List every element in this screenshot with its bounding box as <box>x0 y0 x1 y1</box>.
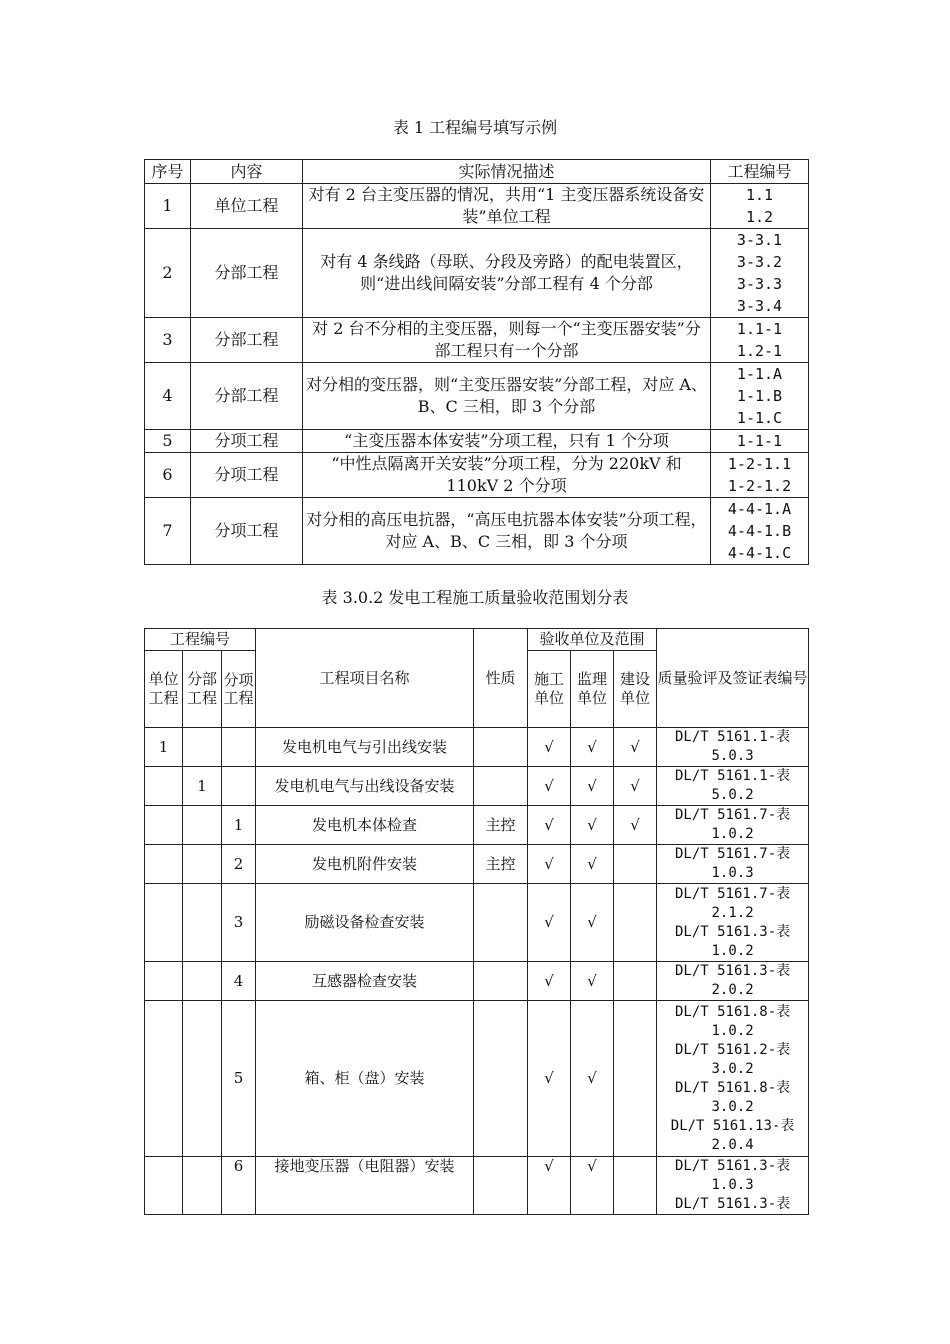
description-cell: “主变压器本体安装”分项工程，只有 1 个分项 <box>303 430 711 453</box>
project-name-cell: 发电机本体检查 <box>256 806 474 845</box>
form-line: DL/T 5161.7-表 <box>674 846 791 862</box>
owner-check-cell: √ <box>614 767 657 806</box>
supervision-check-cell: √ <box>571 962 614 1001</box>
form-number-cell <box>657 806 809 845</box>
code-line: 1-1.C <box>736 409 783 427</box>
serial-cell: 7 <box>145 498 191 565</box>
header-part: 分部工程 <box>183 651 222 728</box>
header-construction: 施工单位 <box>528 651 571 728</box>
header-code: 工程编号 <box>711 160 809 184</box>
supervision-check-cell: √ <box>571 1157 614 1215</box>
table1-row <box>145 430 809 453</box>
content-cell: 分部工程 <box>191 229 303 318</box>
form-line: 2.1.2 <box>711 904 754 921</box>
item-number-cell: 1 <box>222 806 256 845</box>
content-cell: 分部工程 <box>191 363 303 430</box>
part-number-cell <box>183 1001 222 1157</box>
part-number-cell <box>183 728 222 767</box>
part-number-cell <box>183 884 222 962</box>
header-serial: 序号 <box>145 160 191 184</box>
code-line: 1.2-1 <box>736 342 783 360</box>
code-line: 3-3.2 <box>736 253 783 271</box>
construction-check-cell: √ <box>528 1001 571 1157</box>
project-name-cell: 接地变压器（电阻器）安装 <box>256 1157 474 1215</box>
content-cell: 分项工程 <box>191 430 303 453</box>
table2-row <box>145 806 809 845</box>
code-line: 1-1.B <box>736 387 783 405</box>
description-cell: 对有 4 条线路（母联、分段及旁路）的配电装置区，则“进出线间隔安装”分部工程有 4 个分部 <box>303 229 711 318</box>
form-line: DL/T 5161.1-表 <box>674 768 791 784</box>
serial-cell: 1 <box>145 184 191 229</box>
owner-check-cell: √ <box>614 806 657 845</box>
code-line: 3-3.1 <box>736 231 783 249</box>
code-line: 4-4-1.A <box>727 500 792 518</box>
table2-row <box>145 884 809 962</box>
code-line: 1.1-1 <box>736 320 783 338</box>
header-code-group: 工程编号 <box>145 629 256 651</box>
code-line: 1.1 <box>745 186 774 204</box>
project-name-cell: 发电机电气与引出线安装 <box>256 728 474 767</box>
project-name-cell: 互感器检查安装 <box>256 962 474 1001</box>
table1-row <box>145 184 809 229</box>
item-number-cell: 3 <box>222 884 256 962</box>
form-number-cell <box>657 1157 809 1215</box>
form-line: 5.0.2 <box>711 787 754 803</box>
unit-number-cell <box>145 1157 183 1215</box>
unit-number-cell <box>145 884 183 962</box>
content-cell: 分部工程 <box>191 318 303 363</box>
part-number-cell: 1 <box>183 767 222 806</box>
table1-row <box>145 318 809 363</box>
construction-check-cell: √ <box>528 962 571 1001</box>
nature-cell: 主控 <box>474 806 528 845</box>
nature-cell <box>474 884 528 962</box>
table2-row <box>145 728 809 767</box>
example-numbering-table <box>144 159 809 565</box>
header-item: 分项工程 <box>222 651 256 728</box>
header-unit: 单位工程 <box>145 651 183 728</box>
table1-row <box>145 229 809 318</box>
construction-check-cell: √ <box>528 806 571 845</box>
item-number-cell <box>222 767 256 806</box>
nature-cell <box>474 962 528 1001</box>
content-cell: 单位工程 <box>191 184 303 229</box>
header-project-name: 工程项目名称 <box>256 629 474 728</box>
table1-row <box>145 498 809 565</box>
unit-number-cell <box>145 845 183 884</box>
table2-row <box>145 767 809 806</box>
construction-check-cell: √ <box>528 728 571 767</box>
form-line: DL/T 5161.2-表 <box>674 1041 791 1058</box>
form-number-cell <box>657 1001 809 1157</box>
unit-number-cell <box>145 1001 183 1157</box>
header-content: 内容 <box>191 160 303 184</box>
construction-check-cell: √ <box>528 767 571 806</box>
owner-check-cell <box>614 845 657 884</box>
code-line: 4-4-1.C <box>727 544 792 562</box>
content-cell: 分项工程 <box>191 453 303 498</box>
form-line: DL/T 5161.8-表 <box>674 1079 791 1096</box>
project-name-cell: 箱、柜（盘）安装 <box>256 1001 474 1157</box>
code-cell <box>711 318 809 363</box>
code-cell <box>711 229 809 318</box>
owner-check-cell: √ <box>614 728 657 767</box>
form-line: 1.0.3 <box>711 1177 754 1193</box>
form-line: 3.0.2 <box>711 1098 754 1115</box>
construction-check-cell: √ <box>528 1157 571 1215</box>
acceptance-scope-table <box>144 628 809 1215</box>
serial-cell: 2 <box>145 229 191 318</box>
project-name-cell: 励磁设备检查安装 <box>256 884 474 962</box>
serial-cell: 6 <box>145 453 191 498</box>
unit-number-cell <box>145 806 183 845</box>
table1-caption: 表 1 工程编号填写示例 <box>392 118 558 137</box>
item-number-cell <box>222 728 256 767</box>
header-owner: 建设单位 <box>614 651 657 728</box>
description-cell: 对分相的变压器，则“主变压器安装”分部工程，对应 A、B、C 三相，即 3 个分部 <box>303 363 711 430</box>
table2-row <box>145 1001 809 1157</box>
supervision-check-cell: √ <box>571 806 614 845</box>
form-line: DL/T 5161.3-表 <box>674 1196 791 1212</box>
unit-number-cell: 1 <box>145 728 183 767</box>
part-number-cell <box>183 845 222 884</box>
construction-check-cell: √ <box>528 845 571 884</box>
form-line: 1.0.3 <box>711 865 754 881</box>
form-line: DL/T 5161.13-表 <box>670 1117 795 1134</box>
nature-cell <box>474 1157 528 1215</box>
description-cell: 对 2 台不分相的主变压器，则每一个“主变压器安装”分部工程只有一个分部 <box>303 318 711 363</box>
construction-check-cell: √ <box>528 884 571 962</box>
table1-row <box>145 363 809 430</box>
item-number-cell: 4 <box>222 962 256 1001</box>
form-line: DL/T 5161.7-表 <box>674 885 791 902</box>
form-line: DL/T 5161.3-表 <box>674 923 791 940</box>
item-number-cell: 2 <box>222 845 256 884</box>
content-cell: 分项工程 <box>191 498 303 565</box>
code-cell <box>711 453 809 498</box>
part-number-cell <box>183 1157 222 1215</box>
unit-number-cell <box>145 962 183 1001</box>
project-name-cell: 发电机电气与出线设备安装 <box>256 767 474 806</box>
code-line: 1-1.A <box>736 365 783 383</box>
form-number-cell <box>657 728 809 767</box>
serial-cell: 5 <box>145 430 191 453</box>
form-line: 2.0.2 <box>711 982 754 998</box>
form-number-cell <box>657 884 809 962</box>
code-cell <box>711 498 809 565</box>
header-description: 实际情况描述 <box>303 160 711 184</box>
table2-row <box>145 1157 809 1215</box>
code-cell <box>711 430 809 453</box>
item-number-cell: 5 <box>222 1001 256 1157</box>
code-line: 1-2-1.2 <box>727 477 792 495</box>
header-form-number: 质量验评及签证表编号 <box>657 629 809 728</box>
supervision-check-cell: √ <box>571 728 614 767</box>
form-line: 1.0.2 <box>711 1022 754 1039</box>
form-line: 1.0.2 <box>711 942 754 959</box>
owner-check-cell <box>614 962 657 1001</box>
code-line: 1.2 <box>745 208 774 226</box>
supervision-check-cell: √ <box>571 1001 614 1157</box>
form-number-cell <box>657 845 809 884</box>
code-line: 3-3.4 <box>736 297 783 315</box>
table2-row <box>145 962 809 1001</box>
owner-check-cell <box>614 1001 657 1157</box>
project-name-cell: 发电机附件安装 <box>256 845 474 884</box>
serial-cell: 3 <box>145 318 191 363</box>
code-line: 1-2-1.1 <box>727 455 792 473</box>
form-line: 3.0.2 <box>711 1060 754 1077</box>
description-cell: 对有 2 台主变压器的情况，共用“1 主变压器系统设备安装”单位工程 <box>303 184 711 229</box>
item-number-cell: 6 <box>222 1157 256 1215</box>
form-line: DL/T 5161.3-表 <box>674 1158 791 1174</box>
nature-cell <box>474 767 528 806</box>
form-line: 2.0.4 <box>711 1136 754 1153</box>
code-line: 1-1-1 <box>736 432 783 450</box>
part-number-cell <box>183 962 222 1001</box>
code-cell <box>711 184 809 229</box>
code-line: 3-3.3 <box>736 275 783 293</box>
description-cell: “中性点隔离开关安装”分项工程，分为 220kV 和 110kV 2 个分项 <box>303 453 711 498</box>
supervision-check-cell: √ <box>571 767 614 806</box>
header-acceptance-scope: 验收单位及范围 <box>528 629 657 651</box>
supervision-check-cell: √ <box>571 884 614 962</box>
supervision-check-cell: √ <box>571 845 614 884</box>
form-line: DL/T 5161.1-表 <box>674 729 791 745</box>
table2-caption: 表 3.0.2 发电工程施工质量验收范围划分表 <box>321 588 629 607</box>
header-supervision: 监理单位 <box>571 651 614 728</box>
owner-check-cell <box>614 884 657 962</box>
unit-number-cell <box>145 767 183 806</box>
form-number-cell <box>657 962 809 1001</box>
nature-cell: 主控 <box>474 845 528 884</box>
serial-cell: 4 <box>145 363 191 430</box>
part-number-cell <box>183 806 222 845</box>
table2-row <box>145 845 809 884</box>
form-line: DL/T 5161.7-表 <box>674 807 791 823</box>
code-line: 4-4-1.B <box>727 522 792 540</box>
form-line: DL/T 5161.3-表 <box>674 963 791 979</box>
header-nature: 性质 <box>474 629 528 728</box>
owner-check-cell <box>614 1157 657 1215</box>
form-line: 1.0.2 <box>711 826 754 842</box>
form-line: DL/T 5161.8-表 <box>674 1003 791 1020</box>
description-cell: 对分相的高压电抗器，“高压电抗器本体安装”分项工程，对应 A、B、C 三相，即 3 个分项 <box>303 498 711 565</box>
nature-cell <box>474 728 528 767</box>
table1-row <box>145 453 809 498</box>
form-line: 5.0.3 <box>711 748 754 764</box>
code-cell <box>711 363 809 430</box>
form-number-cell <box>657 767 809 806</box>
nature-cell <box>474 1001 528 1157</box>
